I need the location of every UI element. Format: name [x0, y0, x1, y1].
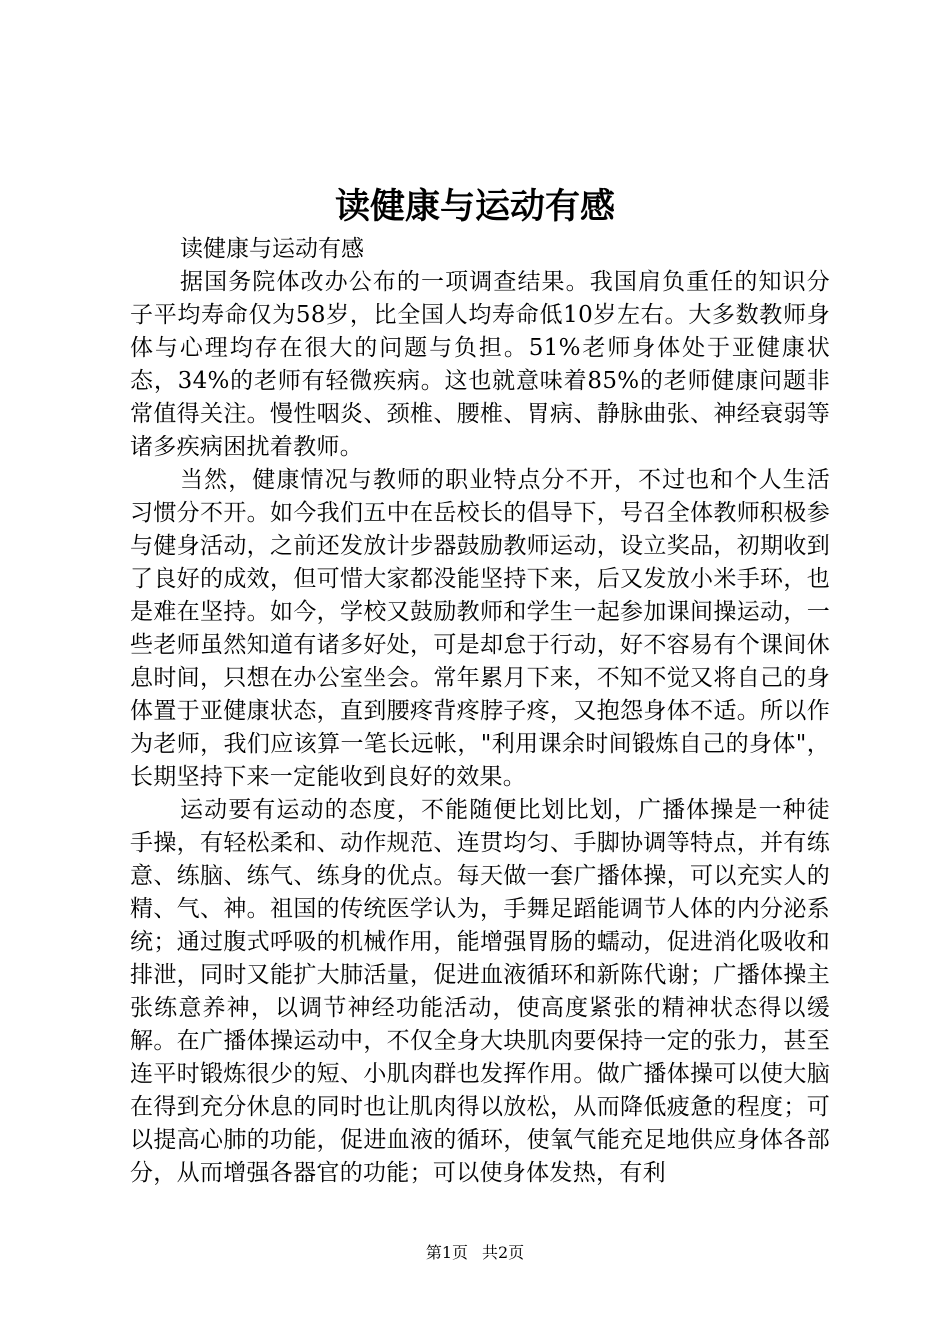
page-title: 读健康与运动有感 [334, 186, 615, 227]
document-body [130, 233, 830, 1190]
page-number: 第1页 [425, 1243, 468, 1262]
paragraph-3: 运动要有运动的态度，不能随便比划比划，广播体操是一种徒手操，有轻松柔和、动作规范、连贯均匀、手脚协调等特点，并有练意、练脑、练气、练身的优点。每天做一套广播体操，可以充实人的精、气、神。祖国的传统医学认为，手舞足蹈能调节人体的内分泌系统；通过腹式呼吸的机械作用，能增强胃肠的蠕动，促进消化吸收和排泄，同时又能扩大肺活量，促进血液循环和新陈代谢；广播体操主张练意养神，以调节神经功能活动，使高度紧张的精神状态得以缓解。在广播体操运动中，不仅全身大块肌肉要保持一定的张力，甚至连平时锻炼很少的短、小肌肉群也发挥作用。做广播体操可以使大脑在得到充分休息的同时也让肌肉得以放松，从而降低疲惫的程度；可以提高心肺的功能，促进血液的循环，使氧气能充足地供应身体各部分，从而增强各器官的功能；可以使身体发热，有利 [130, 797, 830, 1186]
page-total: 共2页 [482, 1243, 525, 1262]
paragraph-1: 据国务院体改办公布的一项调查结果。我国肩负重任的知识分子平均寿命仅为58岁，比全国人均寿命低10岁左右。大多数教师身体与心理均存在很大的问题与负担。51%老师身体处于亚健康状态，34%的老师有轻微疾病。这也就意味着85%的老师健康问题非常值得关注。慢性咽炎、颈椎、腰椎、胃病、静脉曲张、神经衰弱等诸多疾病困扰着教师。 [130, 269, 830, 460]
paragraph-2: 当然，健康情况与教师的职业特点分不开，不过也和个人生活习惯分不开。如今我们五中在岳校长的倡导下，号召全体教师积极参与健身活动，之前还发放计步器鼓励教师运动，设立奖品，初期收到了良好的成效，但可惜大家都没能坚持下来，后又发放小米手环，也是难在坚持。如今，学校又鼓励教师和学生一起参加课间操运动，一些老师虽然知道有诸多好处，可是却怠于行动，好不容易有个课间休息时间，只想在办公室坐会。常年累月下来，不知不觉又将自己的身体置于亚健康状态，直到腰疼背疼脖子疼，又抱怨身体不适。所以作为老师，我们应该算一笔长远帐，"利用课余时间锻炼自己的身体"，长期坚持下来一定能收到良好的效果。 [130, 467, 830, 790]
document-subtitle: 读健康与运动有感 [180, 236, 364, 262]
page-footer [0, 1242, 950, 1264]
